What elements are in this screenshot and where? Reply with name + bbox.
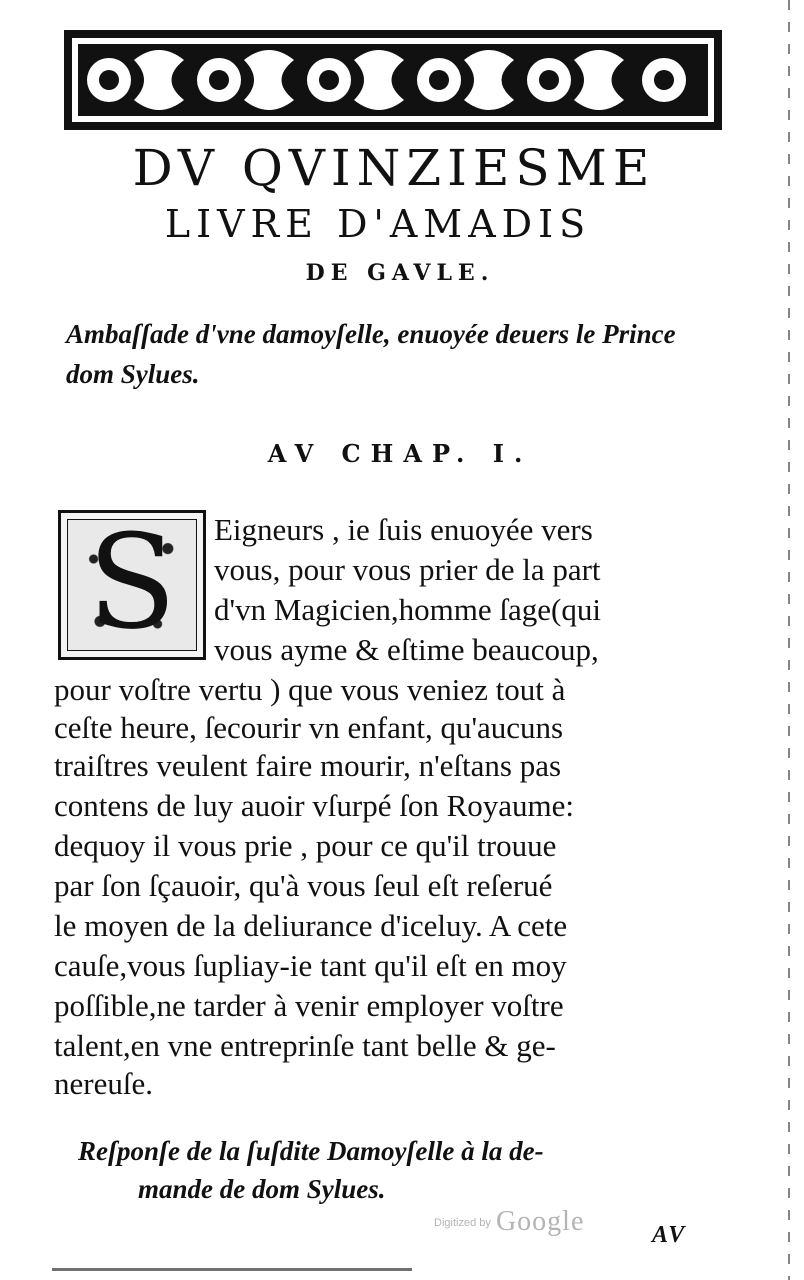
body-line: traiſtres veulent faire mourir, n'eſtans pas: [54, 748, 562, 783]
body-line: par ſon ſçauoir, qu'à vous ſeul eſt reſerué: [54, 868, 553, 903]
body-line: cauſe,vous ſupliay-ie tant qu'il eſt en moy: [54, 948, 567, 983]
body-line: ceſte heure, ſecourir vn enfant, qu'aucuns: [54, 710, 564, 745]
page-bottom-edge: [52, 1268, 412, 1271]
digitization-watermark: [434, 1206, 604, 1238]
watermark-logo-text: Google: [495, 1206, 585, 1237]
body-line: nereuſe.: [54, 1066, 153, 1101]
body-line: dequoy il vous prie , pour ce qu'il trouue: [54, 828, 557, 863]
body-line: le moyen de la deliurance d'iceluy. A cete: [54, 908, 568, 943]
body-line: d'vn Magicien,homme ſage(qui: [214, 592, 601, 627]
body-line: vous ayme & eſtime beaucoup,: [214, 632, 599, 667]
body-line: contens de luy auoir vſurpé ſon Royaume:: [54, 788, 574, 823]
response-heading-line-2: mande de dom Sylues.: [138, 1174, 386, 1204]
body-line: Eigneurs , ie ſuis enuoyée vers: [214, 512, 593, 547]
response-heading-line-1: Reſponſe de la ſuſdite Damoyſelle à la de-: [78, 1136, 544, 1166]
body-line: vous, pour vous prier de la part: [214, 552, 601, 587]
body-line: pour voſtre vertu ) que vous veniez tout à: [54, 672, 566, 707]
decorated-initial: [58, 506, 206, 660]
ornamental-headpiece: [64, 30, 722, 130]
chapter-heading: AV CHAP. I.: [267, 439, 533, 468]
watermark-prefix: Digitized by: [434, 1217, 491, 1229]
chapter-summary: Ambaſſade d'vne damoyſelle, enuoyée deuers le Prince dom Sylues.: [66, 319, 676, 389]
catchword: AV: [652, 1222, 687, 1248]
response-heading: [78, 1132, 678, 1208]
title-line-3: DE GAVLE.: [305, 260, 495, 286]
body-line: talent,en vne entreprinſe tant belle & ge-: [54, 1028, 556, 1063]
page-gutter-shadow: [788, 0, 790, 1280]
decorated-initial-letter: S: [87, 506, 177, 658]
body-line: poſſible,ne tarder à venir employer voſtre: [54, 988, 564, 1023]
title-line-1: DV QVINZIESME: [132, 139, 656, 197]
title-line-2: LIVRE D'AMADIS: [164, 202, 592, 246]
